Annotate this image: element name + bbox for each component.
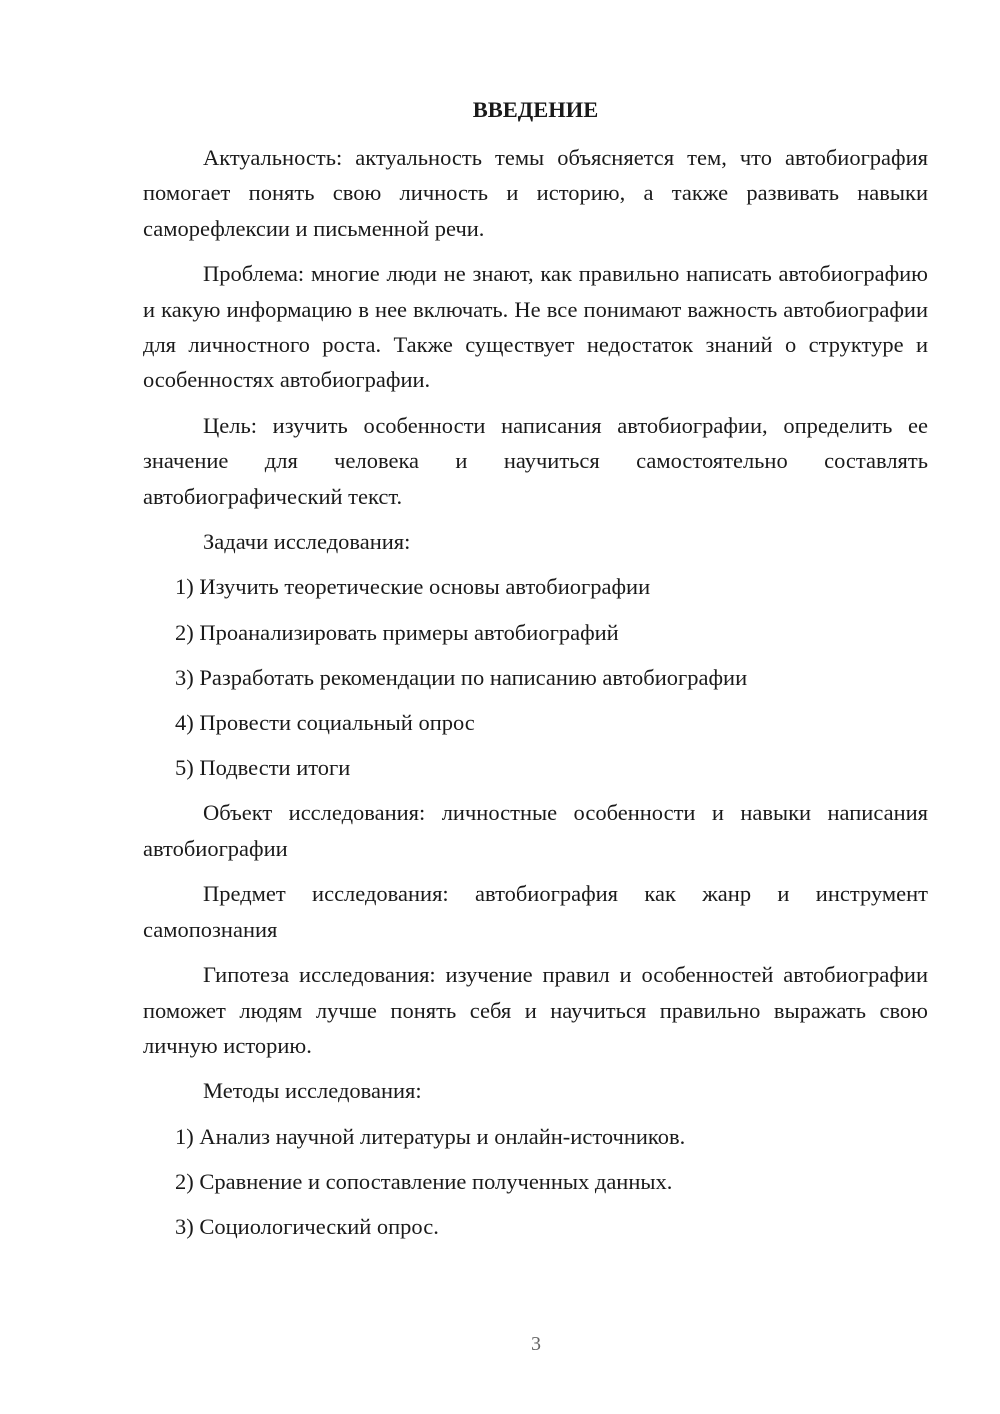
problem-paragraph: Проблема: многие люди не знают, как правильно написать автобиографию и какую информацию в нее включать. Не все понимают важность автобиографии для личностного роста. Также существует недостаток знаний о структуре и особенностях автобиографии. xyxy=(143,261,928,393)
section-heading: ВВЕДЕНИЕ xyxy=(472,97,599,122)
list-item: 5) Подвести итоги xyxy=(175,755,351,781)
methods-list xyxy=(143,1119,928,1245)
list-item: 4) Провести социальный опрос xyxy=(175,710,475,736)
methods-heading: Методы исследования: xyxy=(203,1078,422,1104)
document-body xyxy=(143,92,928,1254)
list-item: 1) Изучить теоретические основы автобиографии xyxy=(175,574,651,600)
subject-paragraph: Предмет исследования: автобиография как жанр и инструмент самопознания xyxy=(143,881,928,942)
object-paragraph: Объект исследования: личностные особенности и навыки написания автобиографии xyxy=(143,800,928,861)
goal-paragraph: Цель: изучить особенности написания автобиографии, определить ее значение для человека и научиться самостоятельно составлять автобиографический текст. xyxy=(143,412,928,509)
list-item: 1) Анализ научной литературы и онлайн-источников. xyxy=(175,1123,686,1149)
tasks-list xyxy=(143,569,928,785)
list-item: 3) Разработать рекомендации по написанию автобиографии xyxy=(175,664,748,690)
list-item: 2) Проанализировать примеры автобиографий xyxy=(175,619,619,645)
relevance-paragraph: Актуальность: актуальность темы объясняется тем, что автобиография помогает понять свою личность и историю, а также развивать навыки саморефлексии и письменной речи. xyxy=(143,145,928,241)
list-item: 2) Сравнение и сопоставление полученных данных. xyxy=(175,1168,673,1194)
page-number: 3 xyxy=(531,1333,541,1355)
tasks-heading: Задачи исследования: xyxy=(203,529,411,555)
hypothesis-paragraph: Гипотеза исследования: изучение правил и особенностей автобиографии поможет людям лучше понять себя и научиться правильно выражать свою личную историю. xyxy=(143,962,928,1058)
list-item: 3) Социологический опрос. xyxy=(175,1214,439,1240)
